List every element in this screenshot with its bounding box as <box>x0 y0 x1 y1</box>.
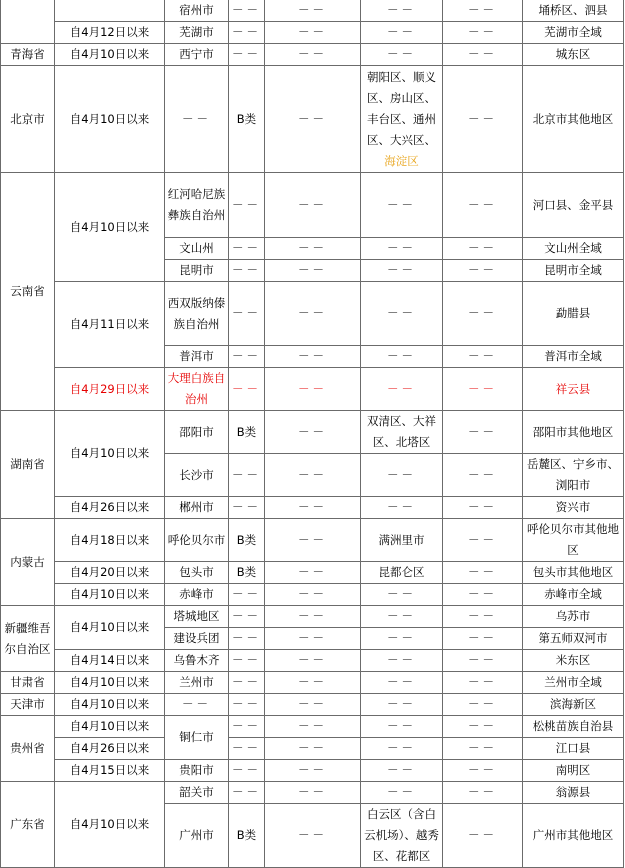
district-cell: 昆都仑区 <box>361 562 443 584</box>
other-area-cell: 祥云县 <box>523 368 624 411</box>
empty-cell: －－ <box>443 411 523 454</box>
date-cell: 自4月15日以来 <box>55 760 165 782</box>
empty-cell: －－ <box>265 650 361 672</box>
table-row <box>1 584 624 606</box>
district-cell: －－ <box>361 0 443 22</box>
table-row <box>1 606 624 628</box>
other-area-cell: 江口县 <box>523 738 624 760</box>
district-cell: －－ <box>361 716 443 738</box>
empty-cell: －－ <box>265 497 361 519</box>
empty-cell: －－ <box>443 738 523 760</box>
empty-cell: －－ <box>443 804 523 868</box>
class-cell: －－ <box>229 238 265 260</box>
date-cell <box>55 0 165 22</box>
district-cell: －－ <box>361 173 443 238</box>
empty-cell: －－ <box>265 454 361 497</box>
class-cell: －－ <box>229 738 265 760</box>
other-area-cell: 埇桥区、泗县 <box>523 0 624 22</box>
district-cell: －－ <box>361 368 443 411</box>
empty-cell: －－ <box>265 44 361 66</box>
city-cell: 邵阳市 <box>165 411 229 454</box>
province-cell: 广东省 <box>1 782 55 868</box>
empty-cell: －－ <box>443 454 523 497</box>
class-cell: －－ <box>229 584 265 606</box>
table-row <box>1 782 624 804</box>
district-cell: －－ <box>361 694 443 716</box>
table-row <box>1 497 624 519</box>
date-cell: 自4月10日以来 <box>55 44 165 66</box>
date-cell: 自4月11日以来 <box>55 282 165 368</box>
table-row <box>1 738 624 760</box>
city-cell: 铜仁市 <box>165 716 229 760</box>
empty-cell: －－ <box>443 368 523 411</box>
table-row <box>1 66 624 173</box>
class-cell: －－ <box>229 22 265 44</box>
empty-cell: －－ <box>265 368 361 411</box>
date-cell: 自4月10日以来 <box>55 716 165 738</box>
class-cell: B类 <box>229 66 265 173</box>
class-cell: －－ <box>229 650 265 672</box>
class-cell: B类 <box>229 804 265 868</box>
date-cell: 自4月10日以来 <box>55 694 165 716</box>
city-cell: 乌鲁木齐 <box>165 650 229 672</box>
city-cell: 建设兵团 <box>165 628 229 650</box>
table-row <box>1 760 624 782</box>
table-row <box>1 716 624 738</box>
province-cell: 云南省 <box>1 173 55 411</box>
province-cell: 内蒙古 <box>1 519 55 606</box>
empty-cell: －－ <box>443 238 523 260</box>
table-row <box>1 672 624 694</box>
province-cell: 甘肃省 <box>1 672 55 694</box>
other-area-cell: 兰州市全域 <box>523 672 624 694</box>
class-cell: －－ <box>229 760 265 782</box>
empty-cell: －－ <box>265 519 361 562</box>
class-cell: －－ <box>229 0 265 22</box>
city-cell: 塔城地区 <box>165 606 229 628</box>
district-list: 朝阳区、顺义区、房山区、丰台区、通州区、大兴区、 <box>367 69 436 147</box>
empty-cell: －－ <box>265 411 361 454</box>
empty-cell: －－ <box>443 782 523 804</box>
class-cell: B类 <box>229 562 265 584</box>
other-area-cell: 赤峰市全域 <box>523 584 624 606</box>
empty-cell: －－ <box>443 519 523 562</box>
other-area-cell: 文山州全域 <box>523 238 624 260</box>
province-cell: 贵州省 <box>1 716 55 782</box>
empty-cell: －－ <box>443 584 523 606</box>
district-cell: －－ <box>361 584 443 606</box>
table-row <box>1 173 624 238</box>
city-cell: 包头市 <box>165 562 229 584</box>
date-cell: 自4月12日以来 <box>55 22 165 44</box>
city-cell: 大理白族自治州 <box>165 368 229 411</box>
empty-cell: －－ <box>443 66 523 173</box>
city-cell: 红河哈尼族彝族自治州 <box>165 173 229 238</box>
district-cell: －－ <box>361 346 443 368</box>
empty-cell: －－ <box>265 238 361 260</box>
empty-cell: －－ <box>443 22 523 44</box>
city-cell: 广州市 <box>165 804 229 868</box>
empty-cell: －－ <box>443 260 523 282</box>
empty-cell: －－ <box>443 0 523 22</box>
other-area-cell: 邵阳市其他地区 <box>523 411 624 454</box>
date-cell: 自4月10日以来 <box>55 411 165 497</box>
table-row <box>1 282 624 346</box>
empty-cell: －－ <box>443 173 523 238</box>
district-cell: 满洲里市 <box>361 519 443 562</box>
empty-cell: －－ <box>265 562 361 584</box>
district-cell: －－ <box>361 738 443 760</box>
class-cell: B类 <box>229 411 265 454</box>
empty-cell: －－ <box>443 628 523 650</box>
other-area-cell: 勐腊县 <box>523 282 624 346</box>
province-cell-anhui <box>1 0 55 44</box>
other-area-cell: 北京市其他地区 <box>523 66 624 173</box>
city-cell: 昆明市 <box>165 260 229 282</box>
province-cell: 湖南省 <box>1 411 55 519</box>
empty-cell: －－ <box>265 282 361 346</box>
city-cell: 西宁市 <box>165 44 229 66</box>
district-cell: －－ <box>361 650 443 672</box>
date-cell: 自4月10日以来 <box>55 66 165 173</box>
class-cell: －－ <box>229 173 265 238</box>
district-highlight: 海淀区 <box>384 153 419 168</box>
empty-cell: －－ <box>265 694 361 716</box>
date-cell: 自4月18日以来 <box>55 519 165 562</box>
empty-cell: －－ <box>443 760 523 782</box>
city-cell: 赤峰市 <box>165 584 229 606</box>
other-area-cell: 南明区 <box>523 760 624 782</box>
other-area-cell: 包头市其他地区 <box>523 562 624 584</box>
other-area-cell: 资兴市 <box>523 497 624 519</box>
empty-cell: －－ <box>265 584 361 606</box>
empty-cell: －－ <box>443 694 523 716</box>
empty-cell: －－ <box>443 606 523 628</box>
empty-cell: －－ <box>265 260 361 282</box>
class-cell: －－ <box>229 497 265 519</box>
empty-cell: －－ <box>265 628 361 650</box>
empty-cell: －－ <box>443 650 523 672</box>
empty-cell: －－ <box>265 606 361 628</box>
class-cell: －－ <box>229 44 265 66</box>
empty-cell: －－ <box>265 0 361 22</box>
class-cell: －－ <box>229 628 265 650</box>
district-cell: －－ <box>361 454 443 497</box>
date-cell: 自4月10日以来 <box>55 672 165 694</box>
city-cell: －－ <box>165 66 229 173</box>
class-cell: －－ <box>229 672 265 694</box>
other-area-cell: 呼伦贝尔市其他地区 <box>523 519 624 562</box>
date-cell: 自4月26日以来 <box>55 497 165 519</box>
class-cell: －－ <box>229 694 265 716</box>
district-cell: －－ <box>361 782 443 804</box>
empty-cell: －－ <box>265 760 361 782</box>
empty-cell: －－ <box>443 346 523 368</box>
empty-cell: －－ <box>443 562 523 584</box>
province-cell: 青海省 <box>1 44 55 66</box>
city-cell: 宿州市 <box>165 0 229 22</box>
other-area-cell: 岳麓区、宁乡市、浏阳市 <box>523 454 624 497</box>
province-cell: 北京市 <box>1 66 55 173</box>
empty-cell: －－ <box>265 782 361 804</box>
table-row <box>1 22 624 44</box>
district-cell: －－ <box>361 238 443 260</box>
empty-cell: －－ <box>265 672 361 694</box>
district-cell: －－ <box>361 672 443 694</box>
class-cell: －－ <box>229 606 265 628</box>
district-cell: 白云区（含白云机场）、越秀区、花都区 <box>361 804 443 868</box>
district-cell: －－ <box>361 497 443 519</box>
empty-cell: －－ <box>265 716 361 738</box>
date-cell: 自4月14日以来 <box>55 650 165 672</box>
other-area-cell: 乌苏市 <box>523 606 624 628</box>
class-cell: －－ <box>229 454 265 497</box>
province-cell: 新疆维吾尔自治区 <box>1 606 55 672</box>
district-cell: －－ <box>361 760 443 782</box>
date-cell: 自4月29日以来 <box>55 368 165 411</box>
empty-cell: －－ <box>265 346 361 368</box>
empty-cell: －－ <box>443 497 523 519</box>
city-cell: 普洱市 <box>165 346 229 368</box>
empty-cell: －－ <box>265 22 361 44</box>
city-cell: 文山州 <box>165 238 229 260</box>
other-area-cell: 普洱市全域 <box>523 346 624 368</box>
city-cell: 西双版纳傣族自治州 <box>165 282 229 346</box>
city-cell: 长沙市 <box>165 454 229 497</box>
other-area-cell: 广州市其他地区 <box>523 804 624 868</box>
district-cell: －－ <box>361 282 443 346</box>
city-cell: 芜湖市 <box>165 22 229 44</box>
date-cell: 自4月10日以来 <box>55 782 165 868</box>
other-area-cell: 松桃苗族自治县 <box>523 716 624 738</box>
empty-cell: －－ <box>265 738 361 760</box>
city-cell: 兰州市 <box>165 672 229 694</box>
class-cell: －－ <box>229 368 265 411</box>
district-cell <box>361 66 443 173</box>
date-cell: 自4月10日以来 <box>55 584 165 606</box>
table-row <box>1 650 624 672</box>
district-cell: 双清区、大祥区、北塔区 <box>361 411 443 454</box>
other-area-cell: 第五师双河市 <box>523 628 624 650</box>
table-row <box>1 44 624 66</box>
class-cell: －－ <box>229 260 265 282</box>
date-cell: 自4月26日以来 <box>55 738 165 760</box>
class-cell: B类 <box>229 519 265 562</box>
table-row <box>1 519 624 562</box>
city-cell: 郴州市 <box>165 497 229 519</box>
table-row-highlighted <box>1 368 624 411</box>
table-row <box>1 411 624 454</box>
city-cell: 呼伦贝尔市 <box>165 519 229 562</box>
district-cell: －－ <box>361 22 443 44</box>
other-area-cell: 芜湖市全域 <box>523 22 624 44</box>
table-row <box>1 0 624 22</box>
empty-cell: －－ <box>265 804 361 868</box>
city-cell: －－ <box>165 694 229 716</box>
province-cell: 天津市 <box>1 694 55 716</box>
city-cell: 贵阳市 <box>165 760 229 782</box>
class-cell: －－ <box>229 716 265 738</box>
district-cell: －－ <box>361 260 443 282</box>
other-area-cell: 昆明市全域 <box>523 260 624 282</box>
district-cell: －－ <box>361 44 443 66</box>
date-cell: 自4月10日以来 <box>55 606 165 650</box>
class-cell: －－ <box>229 782 265 804</box>
city-cell: 韶关市 <box>165 782 229 804</box>
empty-cell: －－ <box>265 66 361 173</box>
district-cell: －－ <box>361 628 443 650</box>
date-cell: 自4月10日以来 <box>55 173 165 282</box>
table-row <box>1 562 624 584</box>
other-area-cell: 城东区 <box>523 44 624 66</box>
district-cell: －－ <box>361 606 443 628</box>
empty-cell: －－ <box>265 173 361 238</box>
empty-cell: －－ <box>443 282 523 346</box>
class-cell: －－ <box>229 282 265 346</box>
other-area-cell: 翁源县 <box>523 782 624 804</box>
other-area-cell: 河口县、金平县 <box>523 173 624 238</box>
empty-cell: －－ <box>443 716 523 738</box>
other-area-cell: 滨海新区 <box>523 694 624 716</box>
class-cell: －－ <box>229 346 265 368</box>
other-area-cell: 米东区 <box>523 650 624 672</box>
empty-cell: －－ <box>443 672 523 694</box>
date-cell: 自4月20日以来 <box>55 562 165 584</box>
table-row <box>1 694 624 716</box>
empty-cell: －－ <box>443 44 523 66</box>
